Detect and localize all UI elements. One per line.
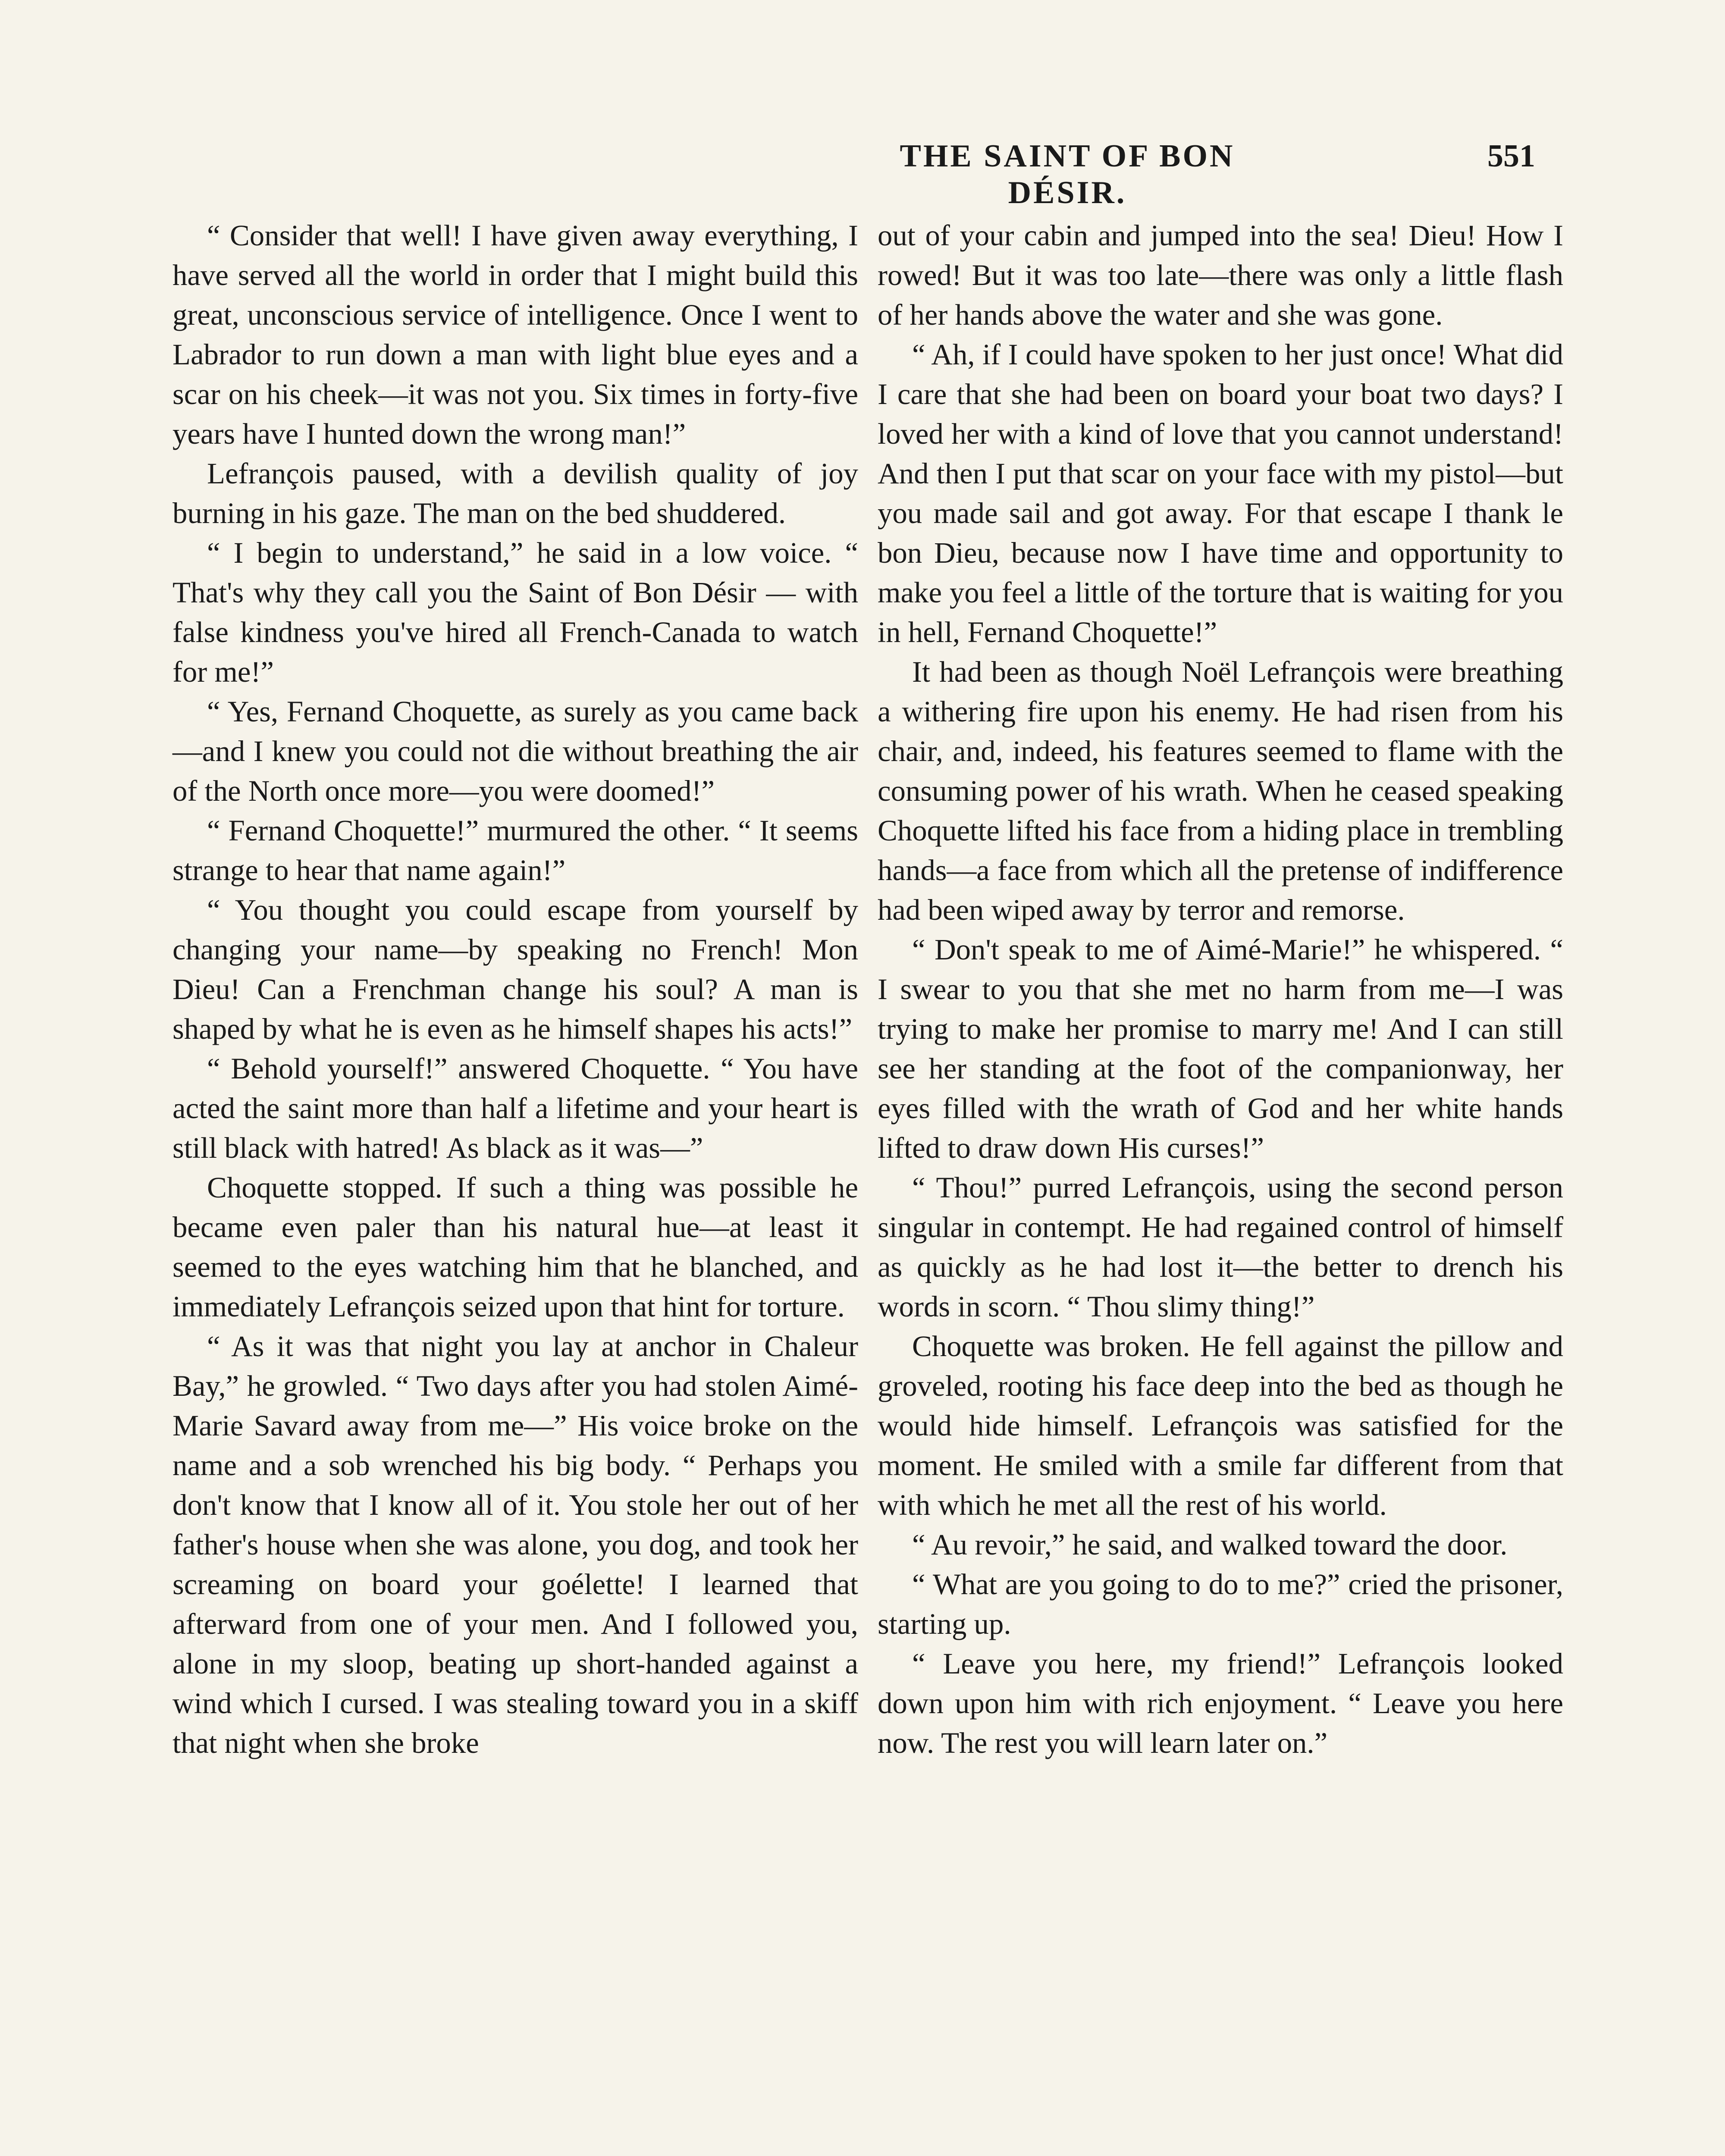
- paragraph: Choquette was broken. He fell against the pillow and groveled, rooting his face deep into the bed as though he would hide himself. Lefrançois was satisfied for the moment. He smiled with a smile far different from that with which he met all the rest of his world.: [878, 1330, 1563, 1521]
- paragraph: “ Fernand Choquette!” murmured the other. “ It seems strange to hear that name again!”: [172, 814, 858, 887]
- right-column: [878, 216, 1563, 1763]
- paragraph: “ Don't speak to me of Aimé-Marie!” he whispered. “ I swear to you that she met no harm from me—I was trying to make her promise to marry me! And I can still see her standing at the foot of the companionway, her eyes filled with the wrath of God and her white hands lifted to draw down His curses!”: [878, 933, 1563, 1164]
- paragraph: “ Thou!” purred Lefrançois, using the second person singular in contempt. He had regained control of himself as quickly as he had lost it—the better to drench his words in scorn. “ Thou slimy thing!”: [878, 1171, 1563, 1323]
- paragraph: “ As it was that night you lay at anchor in Chaleur Bay,” he growled. “ Two days after you had stolen Aimé-Marie Savard away from me—” His voice broke on the name and a sob wrenched his big body. “ Perhaps you don't know that I know all of it. You stole her out of her father's house when she was alone, you dog, and took her screaming on board your goélette! I learned that afterward from one of your men. And I followed you, alone in my sloop, beating up short-handed against a wind which I cursed. I was stealing toward you in a skiff that night when she broke: [172, 1330, 858, 1759]
- paragraph: “ Consider that well! I have given away everything, I have served all the world in order that I might build this great, unconscious service of intelligence. Once I went to Labrador to run down a man with light blue eyes and a scar on his cheek—it was not you. Six times in forty-five years have I hunted down the wrong man!”: [172, 219, 858, 450]
- paragraph: Lefrançois paused, with a devilish quality of joy burning in his gaze. The man on the bed shuddered.: [172, 457, 858, 530]
- paragraph: “ Ah, if I could have spoken to her just once! What did I care that she had been on board your boat two days? I loved her with a kind of love that you cannot understand! And then I put that scar on your face with my pistol—but you made sail and got away. For that escape I thank le bon Dieu, because now I have time and opportunity to make you feel a little of the torture that is waiting for you in hell, Fernand Choquette!”: [878, 338, 1563, 649]
- paragraph: “ Behold yourself!” answered Choquette. “ You have acted the saint more than half a lifetime and your heart is still black with hatred! As black as it was—”: [172, 1052, 858, 1164]
- paragraph: “ Au revoir,” he said, and walked toward the door.: [912, 1528, 1508, 1561]
- paragraph: “ What are you going to do to me?” cried the prisoner, starting up.: [878, 1568, 1563, 1640]
- paragraph: “ Yes, Fernand Choquette, as surely as you came back—and I knew you could not die without breathing the air of the North once more—you were doomed!”: [172, 695, 858, 807]
- page-number: 551: [1487, 138, 1535, 174]
- paragraph: It had been as though Noël Lefrançois were breathing a withering fire upon his enemy. He had risen from his chair, and, indeed, his features seemed to flame with the consuming power of his wrath. When he ceased speaking Choquette lifted his face from a hiding place in trembling hands—a face from which all the pretense of indifference had been wiped away by terror and remorse.: [878, 655, 1563, 926]
- paragraph-continued: out of your cabin and jumped into the sea! Dieu! How I rowed! But it was too late—there was only a little flash of her hands above the water and she was gone.: [878, 219, 1563, 331]
- paragraph: Choquette stopped. If such a thing was possible he became even paler than his natural hue—at least it seemed to the eyes watching him that he blanched, and immediately Lefrançois seized upon that hint for torture.: [172, 1171, 858, 1323]
- paragraph: “ You thought you could escape from yourself by changing your name—by speaking no French! Mon Dieu! Can a Frenchman change his soul? A man is shaped by what he is even as he himself shapes his acts!”: [172, 893, 858, 1045]
- paragraph: “ I begin to understand,” he said in a low voice. “ That's why they call you the Saint of Bon Désir — with false kindness you've hired all French-Canada to watch for me!”: [172, 536, 858, 688]
- running-head: THE SAINT OF BON DÉSIR.: [900, 138, 1235, 210]
- paragraph: “ Leave you here, my friend!” Lefrançois looked down upon him with rich enjoyment. “ Leave you here now. The rest you will learn later on.”: [878, 1647, 1563, 1759]
- left-column: [172, 216, 858, 1763]
